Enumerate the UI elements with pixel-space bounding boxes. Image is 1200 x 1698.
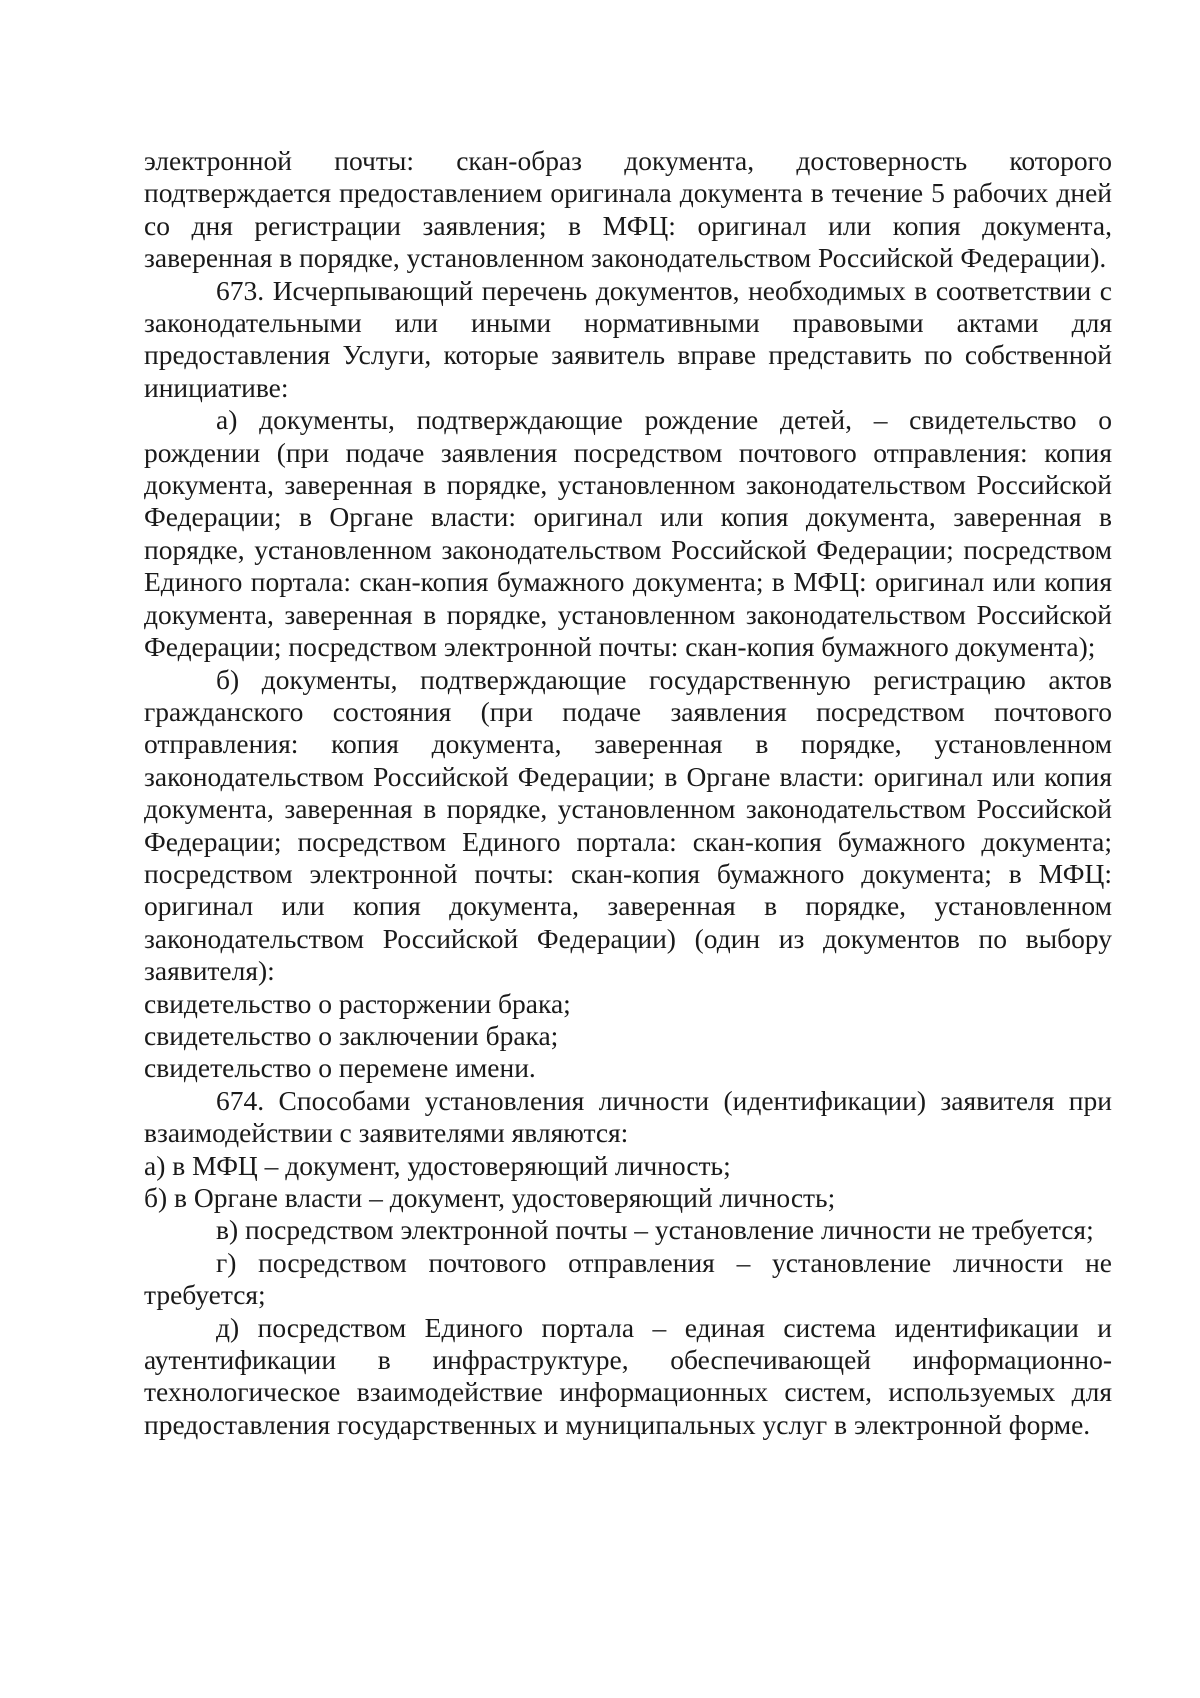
paragraph-673-b: б) документы, подтверждающие государственную регистрацию актов гражданского состояния (при подаче заявления посредством почтового отправления: копия документа, заверенная в порядке, установленном законодательством Российской Федерации; в Органе власти: оригинал или копия документа, заверенная в порядке, установленном законодательством Российской Федерации; посредством Единого портала: скан-копия бумажного документа; посредством электронной почты: скан-копия бумажного документа; в МФЦ: оригинал или копия документа, заверенная в порядке, установленном законодательством Российской Федерации) (один из документов по выбору заявителя): (144, 663, 1112, 987)
paragraph-674: 674. Способами установления личности (идентификации) заявителя при взаимодействии с заявителями являются: (144, 1084, 1112, 1149)
paragraph-674-v: в) посредством электронной почты – установление личности не требуется; (216, 1214, 1094, 1246)
paragraph-674-g: г) посредством почтового отправления – установление личности не требуется; (144, 1246, 1112, 1311)
paragraph-674-d: д) посредством Единого портала – единая система идентификации и аутентификации в инфраструктуре, обеспечивающей информационно-технологическое взаимодействие информационных систем, используемых для предоставления государственных и муниципальных услуг в электронной форме. (144, 1311, 1112, 1440)
list-item-divorce-certificate: свидетельство о расторжении брака; (144, 987, 571, 1019)
paragraph-674-b: б) в Органе власти – документ, удостоверяющий личность; (144, 1182, 836, 1213)
document-page (144, 145, 1112, 1441)
list-item-name-change-certificate: свидетельство о перемене имени. (144, 1052, 536, 1084)
paragraph-673-a: а) документы, подтверждающие рождение детей, – свидетельство о рождении (при подаче заявления посредством почтового отправления: копия документа, заверенная в порядке, установленном законодательством Российской Федерации; в Органе власти: оригинал или копия документа, заверенная в порядке, установленном законодательством Российской Федерации; посредством Единого портала: скан-копия бумажного документа; в МФЦ: оригинал или копия документа, заверенная в порядке, установленном законодательством Российской Федерации; посредством электронной почты: скан-копия бумажного документа); (144, 404, 1112, 663)
paragraph-674-a: а) в МФЦ – документ, удостоверяющий личность; (144, 1149, 731, 1181)
paragraph-673: 673. Исчерпывающий перечень документов, необходимых в соответствии с законодательными или иными нормативными правовыми актами для предоставления Услуги, которые заявитель вправе представить по собственной инициативе: (144, 274, 1112, 403)
paragraph-continuation: электронной почты: скан-образ документа, достоверность которого подтверждается предоставлением оригинала документа в течение 5 рабочих дней со дня регистрации заявления; в МФЦ: оригинал или копия документа, заверенная в порядке, установленном законодательством Российской Федерации). (144, 145, 1112, 274)
list-item-marriage-certificate: свидетельство о заключении брака; (144, 1019, 559, 1051)
